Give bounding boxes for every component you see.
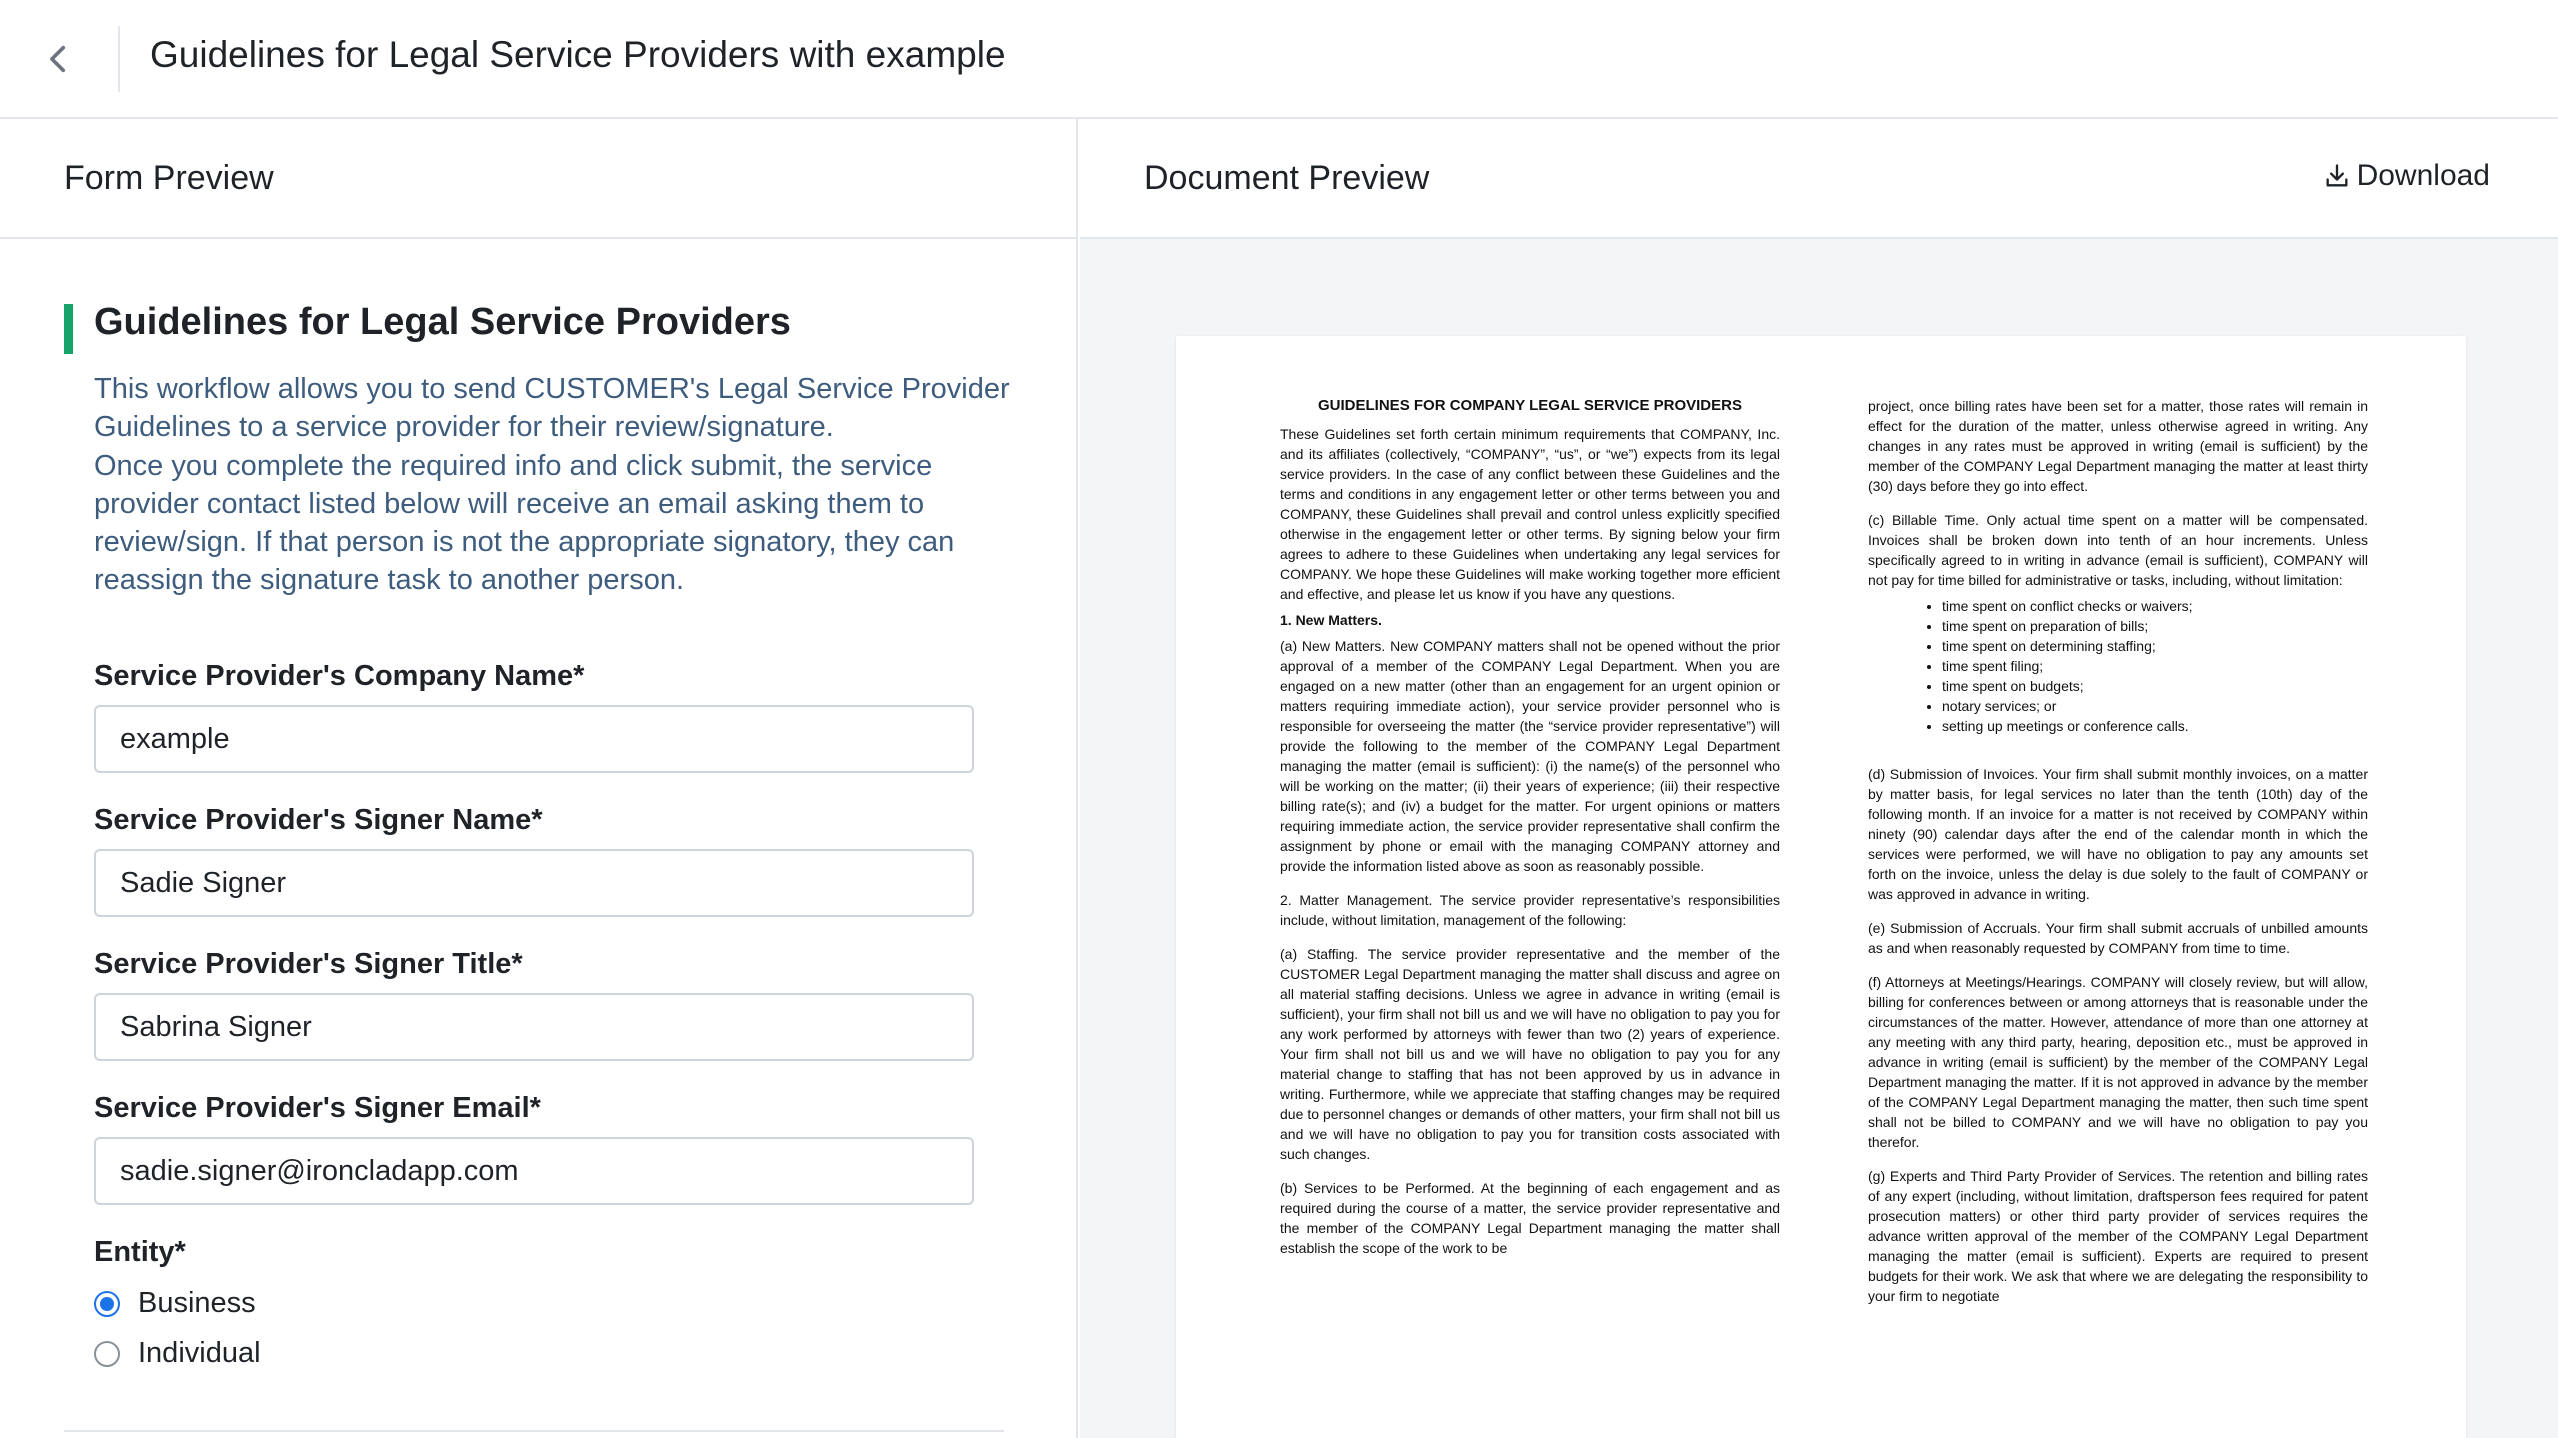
workflow-description: This workflow allows you to send CUSTOMER's Legal Service Provider Guidelines to a service provider for their review/signature. bbox=[94, 373, 1010, 443]
section-title: Guidelines for Legal Service Providers bbox=[94, 301, 791, 343]
signer-name-label: Service Provider's Signer Name* bbox=[94, 804, 543, 836]
list-item: • time spent on budgets; bbox=[1942, 676, 2368, 696]
section-1-heading: 1. New Matters. bbox=[1280, 612, 1382, 628]
download-button[interactable] bbox=[2323, 159, 2490, 193]
page-title: Guidelines for Legal Service Providers with example bbox=[150, 34, 1006, 75]
download-icon bbox=[2323, 162, 2351, 190]
section-2-continued: project, once billing rates have been set for a matter, those rates will remain in effect for the duration of the matter, unless otherwise agreed in writing. Any changes in any rates must be approved in writing (email is sufficient) by the member of the COMPANY Legal Department managing the matter at least thirty (30) days before they go into effect. bbox=[1868, 398, 2368, 494]
section-2g: (g) Experts and Third Party Provider of Services. The retention and billing rates of any expert (including, without limitation, draftsperson fees required for patent prosecution matters) or other third party provider of services requires the advance written approval of the member of the COMPANY Legal Department managing the matter (email is sufficient). Experts are required to present budgets for their work. We ask that where we are delegating the responsibility to your firm to negotiate bbox=[1868, 1168, 2368, 1304]
section-1a: (a) New Matters. New COMPANY matters shall not be opened without the prior approval of a member of the COMPANY Legal Department. When you are engaged on a new matter (other than an engagement for an urgent opinion or matters requiring immediate action), your service provider personnel who is responsible for overseeing the matter (the “service provider representative”) will provide the following to the member of the COMPANY Legal Department managing the matter (email is sufficient): (i) the name(s) of the personnel who will be working on the matter; (ii) their years of experience; (iii) their respective billing rate(s); and (iv) a budget for the matter. For urgent opinions or matters requiring immediate action, the service provider representative shall confirm the assignment by phone or email with the managing COMPANY attorney and provide the information listed above as soon as reasonably possible. bbox=[1280, 638, 1780, 874]
form-bottom-divider bbox=[64, 1430, 1004, 1432]
document-column-right bbox=[1868, 396, 2368, 1320]
document-intro: These Guidelines set forth certain minimum requirements that COMPANY, Inc. and its affiliates (collectively, “COMPANY”, “us”, or “we”) expects from its legal service providers. In the case of any conflict between these Guidelines and the terms and conditions in any engagement letter or other terms between you and COMPANY, these Guidelines shall prevail and control unless explicitly specified otherwise in the engagement letter or other terms. By signing below your firm agrees to adhere to these Guidelines when undertaking any legal services for COMPANY. We hope these Guidelines will make working together more efficient and effective, and please let us know if you have any questions. bbox=[1280, 426, 1780, 602]
form-body bbox=[0, 241, 1076, 1438]
document-preview-title: Document Preview bbox=[1144, 159, 1430, 197]
signer-title-label: Service Provider's Signer Title* bbox=[94, 948, 523, 980]
entity-option-business[interactable] bbox=[94, 1287, 256, 1320]
form-preview-panel bbox=[0, 119, 1078, 1438]
section-2b: (b) Services to be Performed. At the beginning of each engagement and as required during the course of a matter, the service provider representative and the member of the COMPANY Legal Department managing the matter shall establish the scope of the work to be bbox=[1280, 1180, 1780, 1256]
list-item: • time spent on conflict checks or waivers; bbox=[1942, 596, 2368, 616]
billable-exclusions-list bbox=[1942, 596, 2368, 736]
company-name-label: Service Provider's Company Name* bbox=[94, 660, 585, 692]
signer-email-label: Service Provider's Signer Email* bbox=[94, 1092, 541, 1124]
section-2-heading: 2. Matter Management. The service provider representative’s responsibilities include, without limitation, management of the following: bbox=[1280, 892, 1780, 928]
radio-individual[interactable] bbox=[94, 1341, 120, 1367]
section-2e: (e) Submission of Accruals. Your firm shall submit accruals of unbilled amounts as and when reasonably requested by COMPANY from time to time. bbox=[1868, 920, 2368, 956]
radio-business[interactable] bbox=[94, 1291, 120, 1317]
entity-option-individual[interactable] bbox=[94, 1337, 261, 1370]
entity-label: Entity* bbox=[94, 1236, 186, 1268]
signer-name-input[interactable] bbox=[94, 849, 974, 917]
list-item: • setting up meetings or conference calls. bbox=[1942, 716, 2368, 736]
section-2d: (d) Submission of Invoices. Your firm shall submit monthly invoices, on a matter by matter basis, for legal services no later than the tenth (10th) day of the following month. If an invoice for a matter is not received by COMPANY within ninety (90) calendar days after the end of the calendar month in which the services were performed, we will have no obligation to pay any amounts set forth on the invoice, unless the delay is due solely to the fault of COMPANY or was approved in advance in writing. bbox=[1868, 766, 2368, 902]
back-button[interactable] bbox=[0, 0, 118, 118]
document-preview-header bbox=[1080, 119, 2558, 239]
topbar-divider bbox=[118, 26, 120, 92]
section-accent-bar bbox=[64, 304, 73, 354]
signer-title-input[interactable] bbox=[94, 993, 974, 1061]
list-item: • notary services; or bbox=[1942, 696, 2368, 716]
document-heading: GUIDELINES FOR COMPANY LEGAL SERVICE PROVIDERS bbox=[1318, 397, 1742, 414]
form-preview-header bbox=[0, 119, 1076, 239]
radio-individual-label: Individual bbox=[138, 1337, 261, 1369]
list-item: • time spent filing; bbox=[1942, 656, 2368, 676]
signer-email-input[interactable] bbox=[94, 1137, 974, 1205]
download-label: Download bbox=[2356, 159, 2490, 192]
list-item: • time spent on determining staffing; bbox=[1942, 636, 2368, 656]
document-page bbox=[1176, 336, 2466, 1438]
document-column-left bbox=[1280, 396, 1780, 1272]
section-2c: (c) Billable Time. Only actual time spent on a matter will be compensated. Invoices shall be broken down into tenth of an hour increments. Unless specifically agreed to in writing in advance (email is sufficient), COMPANY will not pay for time billed for administrative or tasks, including, without limitation: bbox=[1868, 512, 2368, 588]
top-bar bbox=[0, 0, 2558, 119]
list-item: • time spent on preparation of bills; bbox=[1942, 616, 2368, 636]
form-preview-title: Form Preview bbox=[64, 159, 274, 197]
section-2a: (a) Staffing. The service provider representative and the member of the CUSTOMER Legal Department managing the matter shall discuss and agree on all material staffing decisions. Unless we agree in advance in writing (email is sufficient), your firm shall not bill us and we will have no obligation to pay you for any work performed by attorneys with fewer than two (2) years of experience. Your firm shall not bill us and we will have no obligation to pay you for any material change to staffing that has not been approved by us in advance in writing. Furthermore, while we appreciate that staffing changes may be required due to personnel changes or demands of other matters, your firm shall not bill us and we will have no obligation to pay you for transition costs associated with such changes. bbox=[1280, 946, 1780, 1162]
workflow-instructions: Once you complete the required info and click submit, the service provider contact listed below will receive an email asking them to review/sign. If that person is not the appropriate signatory, they can reassign the signature task to another person. bbox=[94, 450, 955, 596]
chevron-left-icon bbox=[42, 42, 76, 76]
document-preview-panel bbox=[1080, 119, 2558, 1438]
radio-business-label: Business bbox=[138, 1287, 256, 1319]
section-2f: (f) Attorneys at Meetings/Hearings. COMPANY will closely review, but will allow, billing for conferences between or among attorneys that is reasonable under the circumstances of the matter. However, attendance of more than one attorney at any meeting with any third party, hearing, deposition etc., must be approved in advance in writing (email is sufficient) by the member of the COMPANY Legal Department managing the matter. If it is not approved in advance by the member of the COMPANY Legal Department managing the matter, then such time spent shall not be billed to COMPANY and we will have no obligation to pay you therefor. bbox=[1868, 974, 2368, 1150]
company-name-input[interactable] bbox=[94, 705, 974, 773]
